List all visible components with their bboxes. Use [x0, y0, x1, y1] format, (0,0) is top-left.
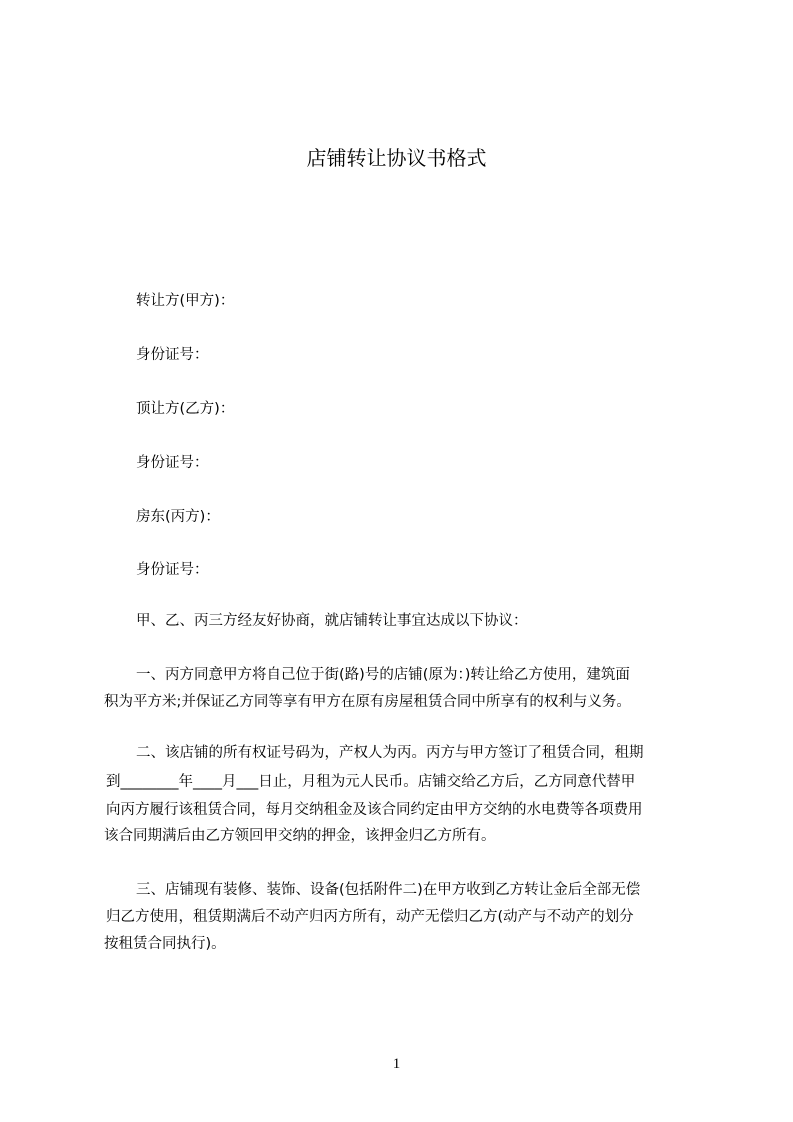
field-transferee: 顶让方(乙方)：: [136, 401, 235, 417]
clause-3-line: 归乙方使用，租赁期满后不动产归丙方所有，动产无偿归乙方(动产与不动产的划分: [106, 909, 634, 925]
field-landlord-id: 身份证号：: [136, 562, 209, 578]
clause-1-line: 一、丙方同意甲方将自己位于街(路)号的店铺(原为：)转让给乙方使用，建筑面: [136, 667, 630, 683]
clause-2-line: 到________年____月___日止，月租为元人民币。店铺交给乙方后，乙方同意代替甲: [106, 774, 636, 790]
clause-3-line: 三、店铺现有装修、装饰、设备(包括附件二)在甲方收到乙方转让金后全部无偿: [136, 882, 641, 898]
intro-paragraph: 甲、乙、丙三方经友好协商，就店铺转让事宜达成以下协议：: [136, 613, 528, 629]
clause-2-line: 该合同期满后由乙方领回甲交纳的押金，该押金归乙方所有。: [104, 828, 496, 844]
field-transferee-id: 身份证号：: [136, 455, 209, 471]
clause-2-line: 二、该店铺的所有权证号码为，产权人为丙。丙方与甲方签订了租赁合同，租期: [136, 745, 644, 761]
clause-2-line: 向丙方履行该租赁合同，每月交纳租金及该合同约定由甲方交纳的水电费等各项费用: [106, 802, 643, 818]
page-number: 1: [392, 1056, 401, 1072]
field-landlord: 房东(丙方)：: [136, 509, 220, 525]
field-transferor-id: 身份证号：: [136, 347, 209, 363]
clause-1-line: 积为平方米;并保证乙方同等享有甲方在原有房屋租赁合同中所享有的权利与义务。: [104, 694, 631, 710]
clause-3-line: 按租赁合同执行)。: [104, 936, 226, 952]
field-transferor: 转让方(甲方)：: [136, 293, 235, 309]
document-title: 店铺转让协议书格式: [306, 146, 487, 170]
